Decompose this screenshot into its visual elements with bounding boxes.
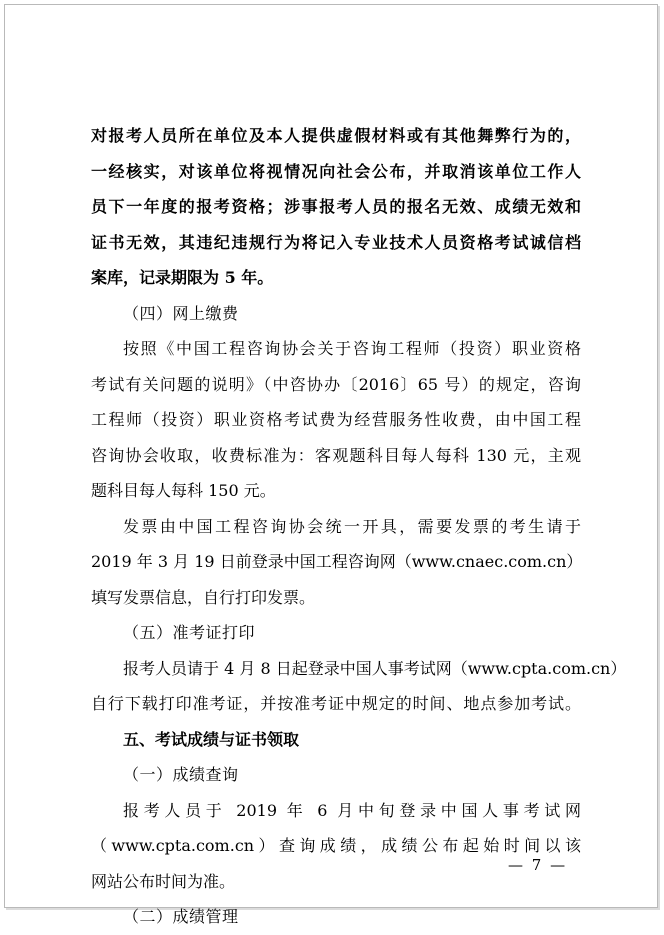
score-management-title: （二）成绩管理 [123, 907, 239, 926]
admission-paragraph [91, 651, 627, 722]
text-line: 报考人员于 2019 年 6 月中旬登录中国人事考试网 [123, 800, 581, 820]
section-4-title: （四）网上缴费 [123, 303, 239, 323]
text-line: 考试有关问题的说明》（中咨协办〔2016〕65 号）的规定，咨询 [91, 374, 581, 394]
text-line: 2019 年 3 月 19 日前登录中国工程咨询网（www.cnaec.com.cn） [91, 552, 583, 571]
text-line: 按照《中国工程咨询协会关于咨询工程师（投资）职业资格 [123, 339, 581, 358]
document-body [91, 118, 627, 935]
section-5-title: （五）准考证打印 [123, 623, 256, 642]
score-query-paragraph [91, 793, 581, 900]
text-line: 案库，记录期限为 5 年。 [91, 268, 274, 287]
text-line: 对报考人员所在单位及本人提供虚假材料或有其他舞弊行为的， [91, 126, 581, 145]
page-number: — 7 — [508, 856, 568, 874]
text-line: 工程师（投资）职业资格考试费为经营服务性收费，由中国工程 [91, 410, 581, 429]
invoice-paragraph [91, 509, 581, 616]
text-line: 题科目每人每科 150 元。 [91, 481, 276, 500]
text-line: 自行下载打印准考证，并按准考证中规定的时间、地点参加考试。 [91, 694, 581, 713]
fee-paragraph [91, 331, 581, 509]
text-line: 证书无效，其违纪违规行为将记入专业技术人员资格考试诚信档 [91, 232, 581, 252]
text-line: 发票由中国工程咨询协会统一开具，需要发票的考生请于 [123, 516, 581, 536]
text-line: 网站公布时间为准。 [91, 871, 236, 891]
text-line: 咨询协会收取，收费标准为：客观题科目每人每科 130 元，主观 [91, 445, 581, 465]
penalty-paragraph [91, 118, 581, 296]
chapter-5-title: 五、考试成绩与证书领取 [123, 729, 300, 749]
text-line: （www.cpta.com.cn）查询成绩，成绩公布起始时间以该 [91, 836, 581, 855]
text-line: 一经核实，对该单位将视情况向社会公布，并取消该单位工作人 [91, 161, 581, 181]
text-line: 填写发票信息，自行打印发票。 [91, 587, 316, 607]
text-line: 员下一年度的报考资格；涉事报考人员的报名无效、成绩无效和 [91, 197, 581, 216]
text-line: 报考人员请于 4 月 8 日起登录中国人事考试网（www.cpta.com.cn） [123, 658, 627, 678]
score-query-title: （一）成绩查询 [123, 765, 239, 784]
